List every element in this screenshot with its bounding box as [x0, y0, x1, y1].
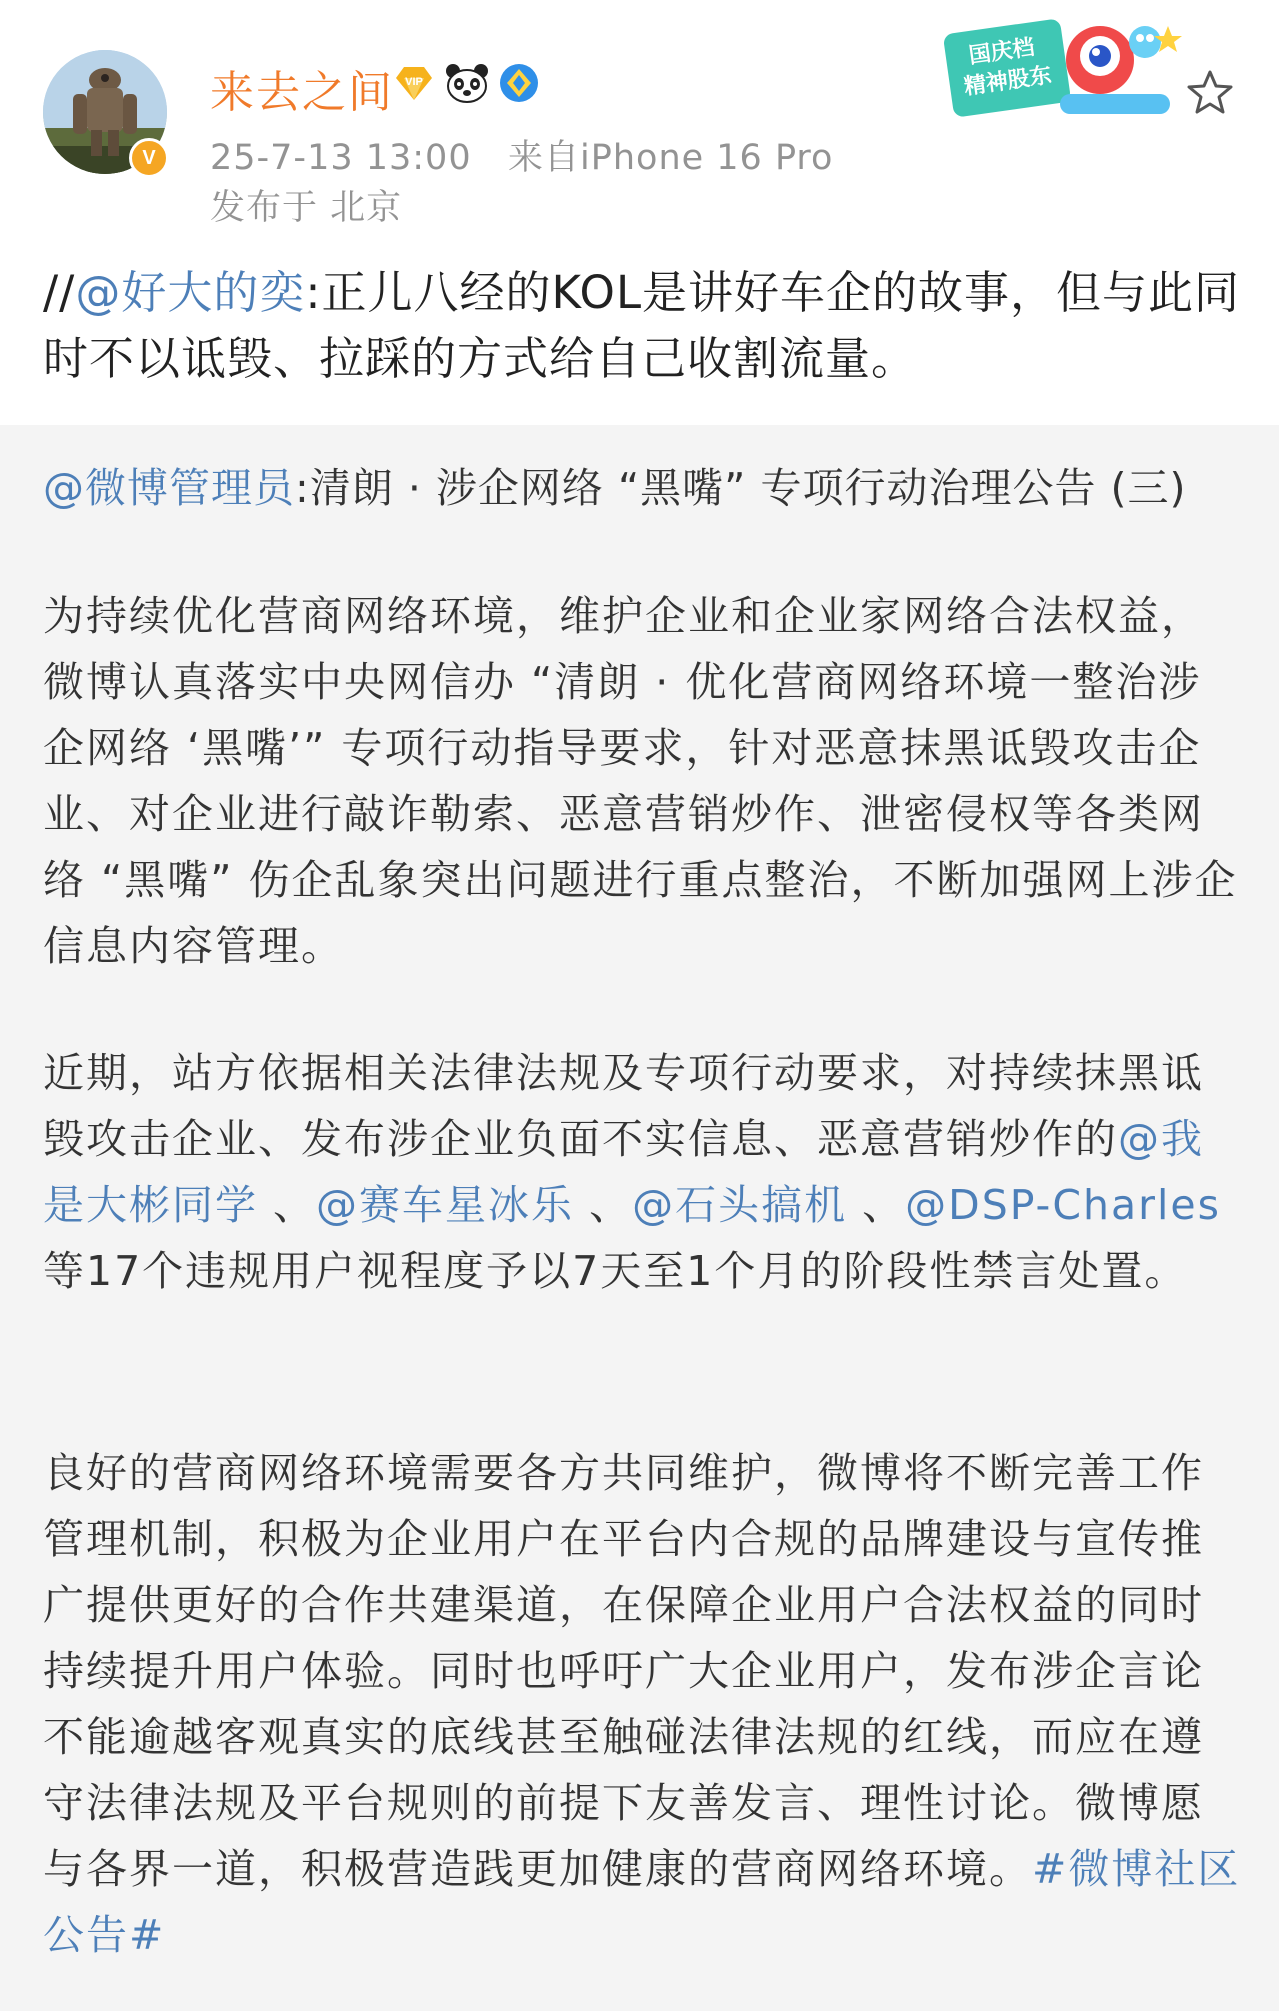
- quoted-post[interactable]: [0, 425, 1279, 2011]
- mention-link[interactable]: @我是大彬同学: [43, 1115, 1204, 1229]
- hashtag-link[interactable]: #微博社区公告#: [43, 1845, 1241, 1959]
- quoted-title: :清朗 · 涉企网络 “黑嘴” 专项行动治理公告 (三): [295, 464, 1187, 512]
- username[interactable]: 来去之间: [210, 67, 394, 118]
- post-location: 发布于 北京: [210, 188, 403, 228]
- paragraph-3-body: 良好的营商网络环境需要各方共同维护，微博将不断完善工作管理机制，积极为企业用户在平台内合规的品牌建设与宣传推广提供更好的合作共建渠道，在保障企业用户合法权益的同时持续提升用户体验。同时也呼吁广大企业用户，发布涉企言论不能逾越客观真实的底线甚至触碰法律法规的红线，而应在遵守法律法规及平台规则的前提下友善发言、理性讨论。微博愿与各界一道，积极营造践更加健康的营商网络环境。: [43, 1449, 1204, 1893]
- paragraph-2-lead: 近期，站方依据相关法律法规及专项行动要求，对持续抹黑诋毁攻击企业、发布涉企业负面不实信息、恶意营销炒作的: [43, 1049, 1204, 1163]
- mention-link[interactable]: @石头搞机: [632, 1181, 848, 1229]
- user-badges: [392, 62, 540, 104]
- level-badge-icon[interactable]: [498, 62, 540, 104]
- repost-comment: [43, 260, 1243, 392]
- mention-link[interactable]: @DSP-Charles: [905, 1181, 1221, 1229]
- repost-prefix: //: [43, 266, 76, 319]
- post-time: 25-7-13 13:00: [210, 138, 472, 178]
- paragraph-3: [43, 1440, 1243, 1968]
- mention-link[interactable]: @赛车星冰乐: [316, 1181, 575, 1229]
- paragraph-2-tail: 等17个违规用户视程度予以7天至1个月的阶段性禁言处置。: [43, 1247, 1188, 1295]
- repost-body: :正儿八经的KOL是讲好车企的故事，但与此同时不以诋毁、拉踩的方式给自己收割流量。: [43, 266, 1241, 385]
- quoted-header: [43, 457, 1243, 519]
- vip-badge-icon[interactable]: [392, 64, 436, 102]
- post-card: [0, 0, 1279, 425]
- post-source: 来自iPhone 16 Pro: [508, 138, 834, 178]
- promo-sticker[interactable]: [940, 12, 1190, 132]
- paragraph-2: 近期，站方依据相关法律法规及专项行动要求，对持续抹黑诋毁攻击企业、发布涉企业负面不实信息、恶意营销炒作的@我是大彬同学 、@赛车星冰乐 、@石头搞机 、@DSP-Charles 等17个违规用户视程度予以7天至1个月的阶段性禁言处置。: [43, 1049, 1221, 1295]
- paragraph-1: 为持续优化营商网络环境，维护企业和企业家网络合法权益，微博认真落实中央网信办 “清朗 · 优化营商网络环境一整治涉企网络 ‘黑嘴’” 专项行动指导要求，针对恶意抹黑诋毁攻击企业、对企业进行敲诈勒索、恶意营销炒作、泄密侵权等各类网络 “黑嘴” 伤企乱象突出问题进行重点整治，不断加强网上涉企信息内容管理。: [43, 592, 1238, 970]
- star-icon[interactable]: [1185, 68, 1235, 118]
- svg-text:VIP: VIP: [405, 76, 423, 88]
- verified-badge: V: [129, 138, 169, 178]
- panda-badge-icon[interactable]: [444, 62, 490, 104]
- svg-text:国庆档: 国庆档: [967, 35, 1037, 70]
- mention-link[interactable]: @好大的奕: [75, 266, 306, 319]
- post-meta-time: [210, 130, 833, 180]
- svg-text:精神股东: 精神股东: [962, 63, 1054, 101]
- quoted-author-link[interactable]: @微博管理员: [43, 464, 295, 512]
